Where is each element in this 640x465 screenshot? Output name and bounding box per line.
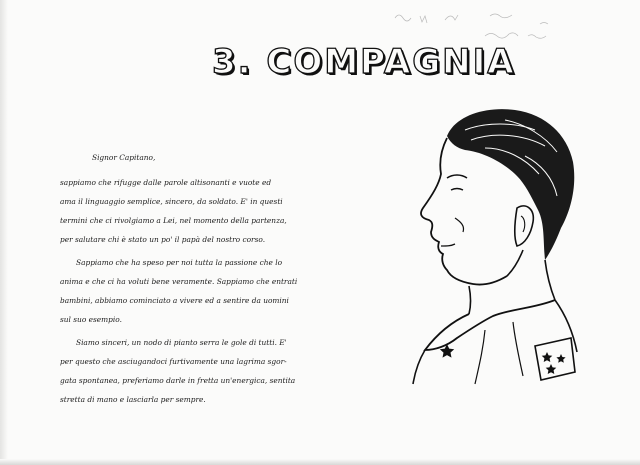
page-gutter-shadow: [0, 0, 8, 465]
text-line: gata spontanea, preferiamo darle in fretta un'energica, sentita: [60, 376, 296, 385]
letter-paragraph: [60, 253, 350, 329]
text-line: per salutare chi è stato un po' il papà del nostro corso.: [60, 235, 266, 244]
text-line: bambini, abbiamo cominciato a vivere ed a sentire da uomini: [60, 296, 289, 305]
page-bottom-edge: [0, 459, 640, 465]
letter-paragraph: [60, 333, 350, 409]
page-title: 3. COMPAGNIA: [212, 42, 516, 82]
text-line: Siamo sinceri, un nodo di pianto serra le gole di tutti. E': [76, 338, 287, 347]
shoulder-insignia: [535, 338, 575, 380]
text-line: termini che ci rivolgiamo a Lei, nel momento della partenza,: [60, 216, 287, 225]
text-line: anima e che ci ha voluti bene veramente. Sappiamo che entrati: [60, 277, 298, 286]
captain-portrait-drawing: [385, 100, 585, 390]
text-line: ama il linguaggio semplice, sincero, da soldato. E' in questi: [60, 197, 283, 206]
text-line: Sappiamo che ha speso per noi tutta la passione che lo: [76, 258, 283, 267]
text-line: per questo che asciugandoci furtivamente una lagrima sgor-: [60, 357, 287, 366]
letter-body: [60, 148, 350, 413]
hair: [447, 109, 574, 260]
text-line: sul suo esempio.: [60, 315, 122, 324]
letter-paragraph: [60, 173, 350, 249]
text-line: sappiamo che rifugge dalle parole altisonanti e vuote ed: [60, 178, 272, 187]
text-line: stretta di mano e lasciarla per sempre.: [60, 395, 206, 404]
uniform-collar: [425, 300, 555, 350]
face-profile: [421, 138, 507, 285]
letter-salutation: Signor Capitano,: [92, 153, 156, 162]
ear: [515, 206, 534, 246]
